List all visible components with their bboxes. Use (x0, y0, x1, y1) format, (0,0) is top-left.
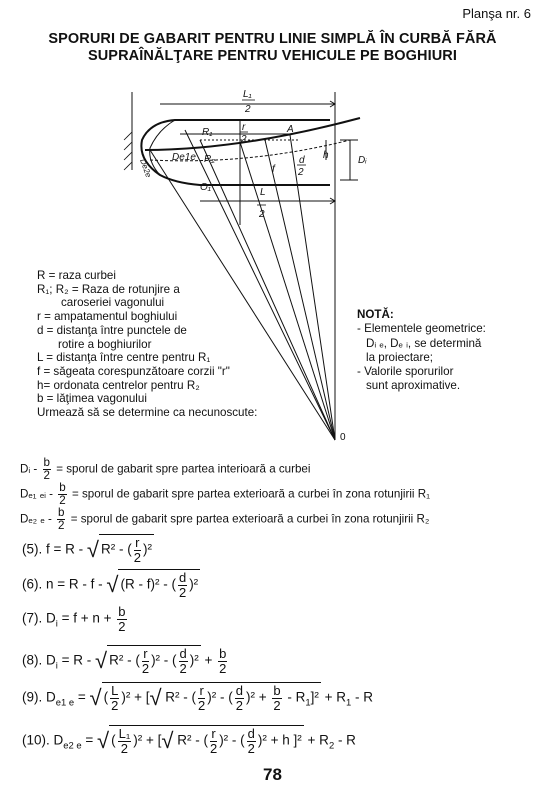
label-o1: O₁ (200, 182, 211, 193)
def-b: b = lăţimea vagonului (37, 392, 147, 406)
def-d-cont: rotire a boghiurilor (58, 337, 152, 351)
title-line-1: SPORURI DE GABARIT PENTRU LINIE SIMPLĂ ÎN CURBĂ FĂRĂ (48, 31, 497, 47)
def-f: f = săgeata corespunzătoare corzii "r" (37, 364, 230, 378)
component-di: Dᵢ - $\frac{b}{2}$ = sporul de gabarit spre partea interioară a curbei (20, 456, 311, 483)
equation-7-number: (7). (22, 610, 43, 626)
equation-5: (5). f = R - √ R² - ( $\frac{r}{2}$ )² (22, 535, 152, 565)
component-de1: Dₑ₁ ₑᵢ - $\frac{b}{2}$ = sporul de gabarit spre partea exterioară a curbei în zona rotunjirii R₁ (20, 481, 430, 508)
equation-9-number: (9). (22, 689, 43, 705)
note-line-2: Dᵢ ₑ, Dₑ ᵢ, se determină (366, 336, 482, 350)
equation-10-number: (10). (22, 732, 50, 748)
component-di-text: = sporul de gabarit spre partea interioară a curbei (56, 462, 311, 476)
hatch-band (124, 132, 132, 170)
label-r-den: 2 (241, 134, 247, 145)
def-h: h= ordonata centrelor pentru R₂ (37, 378, 200, 392)
label-r1: R₁ (202, 127, 213, 138)
note-heading: NOTĂ: (357, 308, 394, 321)
component-de2: Dₑ₂ ₑ - $\frac{b}{2}$ = sporul de gabarit spre partea exterioară a curbei în zona rotunjirii R₂ (20, 506, 430, 533)
label-o: 0 (340, 432, 346, 443)
equation-9: (9). $D_{e1 e}$ = √ ( $\frac{L}{2}$ )² + [√ R² - ( $\frac{r}{2}$ )² - ( $\frac{d}{2}$ )² + $\frac{b}{2}$ - $R_1]^2 + R_1 - R$ (22, 683, 374, 713)
component-di-symbol: Dᵢ (20, 462, 31, 476)
label-l-num: L (260, 187, 266, 198)
label-r-num: r (242, 122, 246, 133)
def-r1-r2: R₁; R₂ = Raza de rotunjire a (37, 282, 180, 296)
label-l-den: 2 (259, 209, 265, 220)
label-di: Dᵢ (358, 155, 367, 166)
equation-8: (8). $D_i = R$ - √ R² - ( $\frac{r}{2}$ )² - ( $\frac{d}{2}$ )² + $\frac{b}{2}$ (22, 646, 227, 676)
label-h: h (323, 150, 329, 161)
b-over-2: $\frac{b}{2}$ (43, 456, 50, 483)
definitions-list (37, 269, 257, 420)
note-line-3: la proiectare; (366, 350, 434, 364)
label-a: A (287, 124, 294, 135)
label-l1-num: L₁ (243, 89, 252, 100)
note-line-4: - Valorile sporurilor (357, 365, 454, 379)
label-de2e: De2e (138, 157, 154, 179)
equation-7: (7). $D_i = f + n$ + $\frac{b}{2}$ (22, 604, 126, 634)
car-end-rounding (150, 120, 175, 175)
equation-8-number: (8). (22, 652, 43, 668)
note-box (357, 308, 486, 394)
component-de2-text: = sporul de gabarit spre partea exterioară a curbei în zona rotunjirii R₂ (70, 512, 430, 526)
equation-6: (6). n = R - f - √ (R - f)² - ( $\frac{d}{2}$ )² (22, 570, 199, 600)
equation-5-number: (5). (22, 541, 43, 557)
component-de2-symbol: Dₑ₂ ₑ (20, 512, 45, 526)
label-d-den: 2 (298, 167, 304, 178)
note-line-5: sunt aproximative. (366, 379, 461, 393)
label-l1-den: 2 (245, 104, 251, 115)
def-r1-r2-cont: caroseriei vagonului (61, 296, 165, 310)
def-unknowns: Urmează să se determine ca necunoscute: (37, 406, 258, 420)
page-number: 78 (263, 765, 282, 784)
def-d: d = distanţa între punctele de (37, 323, 187, 337)
title-line-2: SUPRAÎNĂLŢARE PENTRU VEHICULE PE BOGHIURI (87, 48, 458, 64)
def-l: L = distanţa între centre pentru R₁ (37, 351, 211, 365)
plate-number: Planşa nr. 6 (462, 6, 531, 21)
equation-6-number: (6). (22, 576, 43, 592)
label-f: f (272, 164, 275, 175)
component-de1-symbol: Dₑ₁ ₑᵢ (20, 487, 46, 501)
note-line-1: - Elementele geometrice: (357, 322, 486, 336)
component-de1-text: = sporul de gabarit spre partea exterioară a curbei în zona rotunjirii R₁ (71, 487, 430, 501)
label-r2: R₂ (204, 154, 216, 165)
b-over-2: $\frac{b}{2}$ (59, 481, 66, 508)
b-over-2: $\frac{b}{2}$ (58, 506, 65, 533)
label-de1e: De1e (172, 152, 196, 163)
equation-10: (10). $D_{e2 e}$ = √ ( $\frac{\text{L₁}}{2}$ )² + [√ R² - ( $\frac{r}{2}$ )² - ( $\frac{d}{2}$ )² + h ]$^2 + R_2 - R$ (22, 726, 356, 756)
label-d-num: d (299, 155, 305, 166)
def-r-small: r = ampatamentul boghiului (37, 310, 178, 324)
def-r: R = raza curbei (37, 269, 116, 282)
